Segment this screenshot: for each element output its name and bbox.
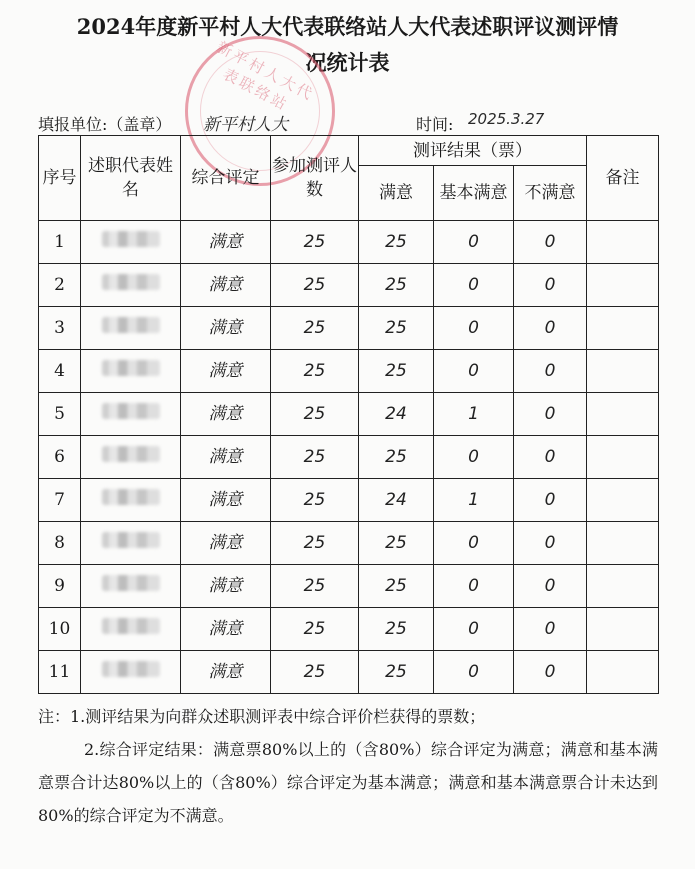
header-unsatisfied: 不满意 (514, 166, 587, 221)
row-remarks (587, 393, 659, 436)
row-basic: 0 (434, 436, 514, 479)
row-name-redacted (81, 479, 181, 522)
row-unsatisfied: 0 (514, 264, 587, 307)
row-name-redacted (81, 307, 181, 350)
title-line-1: 2024年度新平村人大代表联络站人大代表述职评议测评情 (76, 14, 619, 39)
row-participants: 25 (271, 479, 359, 522)
row-no: 5 (39, 393, 81, 436)
row-unsatisfied: 0 (514, 651, 587, 694)
row-basic: 1 (434, 479, 514, 522)
table-row (39, 350, 659, 393)
row-participants: 25 (271, 565, 359, 608)
row-basic: 0 (434, 307, 514, 350)
notes (38, 700, 658, 832)
row-basic: 1 (434, 393, 514, 436)
document-title (0, 10, 695, 80)
redacted-name-block (102, 446, 160, 462)
seal-text: 新平村人大代表联络站 (213, 37, 318, 115)
row-no: 8 (39, 522, 81, 565)
row-basic: 0 (434, 565, 514, 608)
row-name-redacted (81, 522, 181, 565)
table-row (39, 479, 659, 522)
redacted-name-block (102, 403, 160, 419)
row-overall: 满意 (181, 393, 271, 436)
redacted-name-block (102, 231, 160, 247)
row-remarks (587, 651, 659, 694)
row-name-redacted (81, 436, 181, 479)
row-overall: 满意 (181, 264, 271, 307)
row-unsatisfied: 0 (514, 479, 587, 522)
row-remarks (587, 307, 659, 350)
row-remarks (587, 436, 659, 479)
row-satisfied: 25 (359, 221, 434, 264)
row-no: 10 (39, 608, 81, 651)
row-overall: 满意 (181, 651, 271, 694)
row-participants: 25 (271, 651, 359, 694)
date-label: 时间: (416, 115, 454, 134)
table-row (39, 264, 659, 307)
row-no: 6 (39, 436, 81, 479)
row-unsatisfied: 0 (514, 436, 587, 479)
row-name-redacted (81, 350, 181, 393)
row-no: 4 (39, 350, 81, 393)
row-overall: 满意 (181, 608, 271, 651)
redacted-name-block (102, 661, 160, 677)
row-no: 1 (39, 221, 81, 264)
row-satisfied: 25 (359, 565, 434, 608)
row-no: 2 (39, 264, 81, 307)
header-basic: 基本满意 (434, 166, 514, 221)
row-name-redacted (81, 651, 181, 694)
row-remarks (587, 221, 659, 264)
row-participants: 25 (271, 608, 359, 651)
table-row (39, 565, 659, 608)
header-name: 述职代表姓名 (81, 136, 181, 221)
row-satisfied: 25 (359, 651, 434, 694)
row-satisfied: 25 (359, 350, 434, 393)
title-line-2: 况统计表 (305, 50, 390, 75)
header-satisfied: 满意 (359, 166, 434, 221)
row-unsatisfied: 0 (514, 307, 587, 350)
redacted-name-block (102, 532, 160, 548)
row-name-redacted (81, 264, 181, 307)
row-satisfied: 25 (359, 307, 434, 350)
table-row (39, 522, 659, 565)
row-remarks (587, 479, 659, 522)
header-results: 测评结果（票） (359, 136, 587, 166)
row-participants: 25 (271, 264, 359, 307)
row-no: 9 (39, 565, 81, 608)
table-row (39, 393, 659, 436)
row-unsatisfied: 0 (514, 221, 587, 264)
row-unsatisfied: 0 (514, 350, 587, 393)
date-value: 2025.3.27 (468, 110, 545, 128)
row-unsatisfied: 0 (514, 393, 587, 436)
row-overall: 满意 (181, 479, 271, 522)
row-participants: 25 (271, 221, 359, 264)
table-row (39, 221, 659, 264)
row-satisfied: 25 (359, 264, 434, 307)
row-overall: 满意 (181, 565, 271, 608)
redacted-name-block (102, 317, 160, 333)
row-participants: 25 (271, 307, 359, 350)
row-remarks (587, 522, 659, 565)
row-name-redacted (81, 608, 181, 651)
unit-value: 新平村人大 (203, 115, 288, 135)
row-name-redacted (81, 221, 181, 264)
row-participants: 25 (271, 522, 359, 565)
note-line-2: 2.综合评定结果：满意票80%以上的（含80%）综合评定为满意；满意和基本满意票合计达80%以上的（含80%）综合评定为基本满意；满意和基本满意票合计未达到80%的综合评定为不满意。 (38, 740, 658, 825)
header-overall: 综合评定 (181, 136, 271, 221)
row-satisfied: 25 (359, 436, 434, 479)
row-satisfied: 25 (359, 608, 434, 651)
row-remarks (587, 264, 659, 307)
row-unsatisfied: 0 (514, 565, 587, 608)
table-row (39, 436, 659, 479)
row-basic: 0 (434, 608, 514, 651)
unit-label: 填报单位:（盖章） (38, 115, 172, 134)
redacted-name-block (102, 360, 160, 376)
row-unsatisfied: 0 (514, 522, 587, 565)
row-overall: 满意 (181, 436, 271, 479)
row-overall: 满意 (181, 350, 271, 393)
row-remarks (587, 565, 659, 608)
row-overall: 满意 (181, 221, 271, 264)
row-basic: 0 (434, 350, 514, 393)
row-satisfied: 24 (359, 393, 434, 436)
row-overall: 满意 (181, 522, 271, 565)
row-no: 3 (39, 307, 81, 350)
row-name-redacted (81, 565, 181, 608)
header-no: 序号 (39, 136, 81, 221)
row-basic: 0 (434, 522, 514, 565)
table-row (39, 608, 659, 651)
note-line-1: 注：1.测评结果为向群众述职测评表中综合评价栏获得的票数； (38, 707, 486, 726)
row-basic: 0 (434, 264, 514, 307)
row-overall: 满意 (181, 307, 271, 350)
redacted-name-block (102, 489, 160, 505)
row-participants: 25 (271, 436, 359, 479)
row-participants: 25 (271, 350, 359, 393)
row-no: 7 (39, 479, 81, 522)
table-row (39, 651, 659, 694)
table-row (39, 307, 659, 350)
row-no: 11 (39, 651, 81, 694)
row-unsatisfied: 0 (514, 608, 587, 651)
header-participants: 参加测评人数 (271, 136, 359, 221)
row-name-redacted (81, 393, 181, 436)
row-remarks (587, 608, 659, 651)
redacted-name-block (102, 618, 160, 634)
evaluation-table (38, 135, 659, 694)
redacted-name-block (102, 575, 160, 591)
redacted-name-block (102, 274, 160, 290)
row-satisfied: 25 (359, 522, 434, 565)
row-remarks (587, 350, 659, 393)
row-satisfied: 24 (359, 479, 434, 522)
header-remarks: 备注 (587, 136, 659, 221)
row-participants: 25 (271, 393, 359, 436)
fill-info-row (38, 110, 678, 136)
row-basic: 0 (434, 651, 514, 694)
row-basic: 0 (434, 221, 514, 264)
